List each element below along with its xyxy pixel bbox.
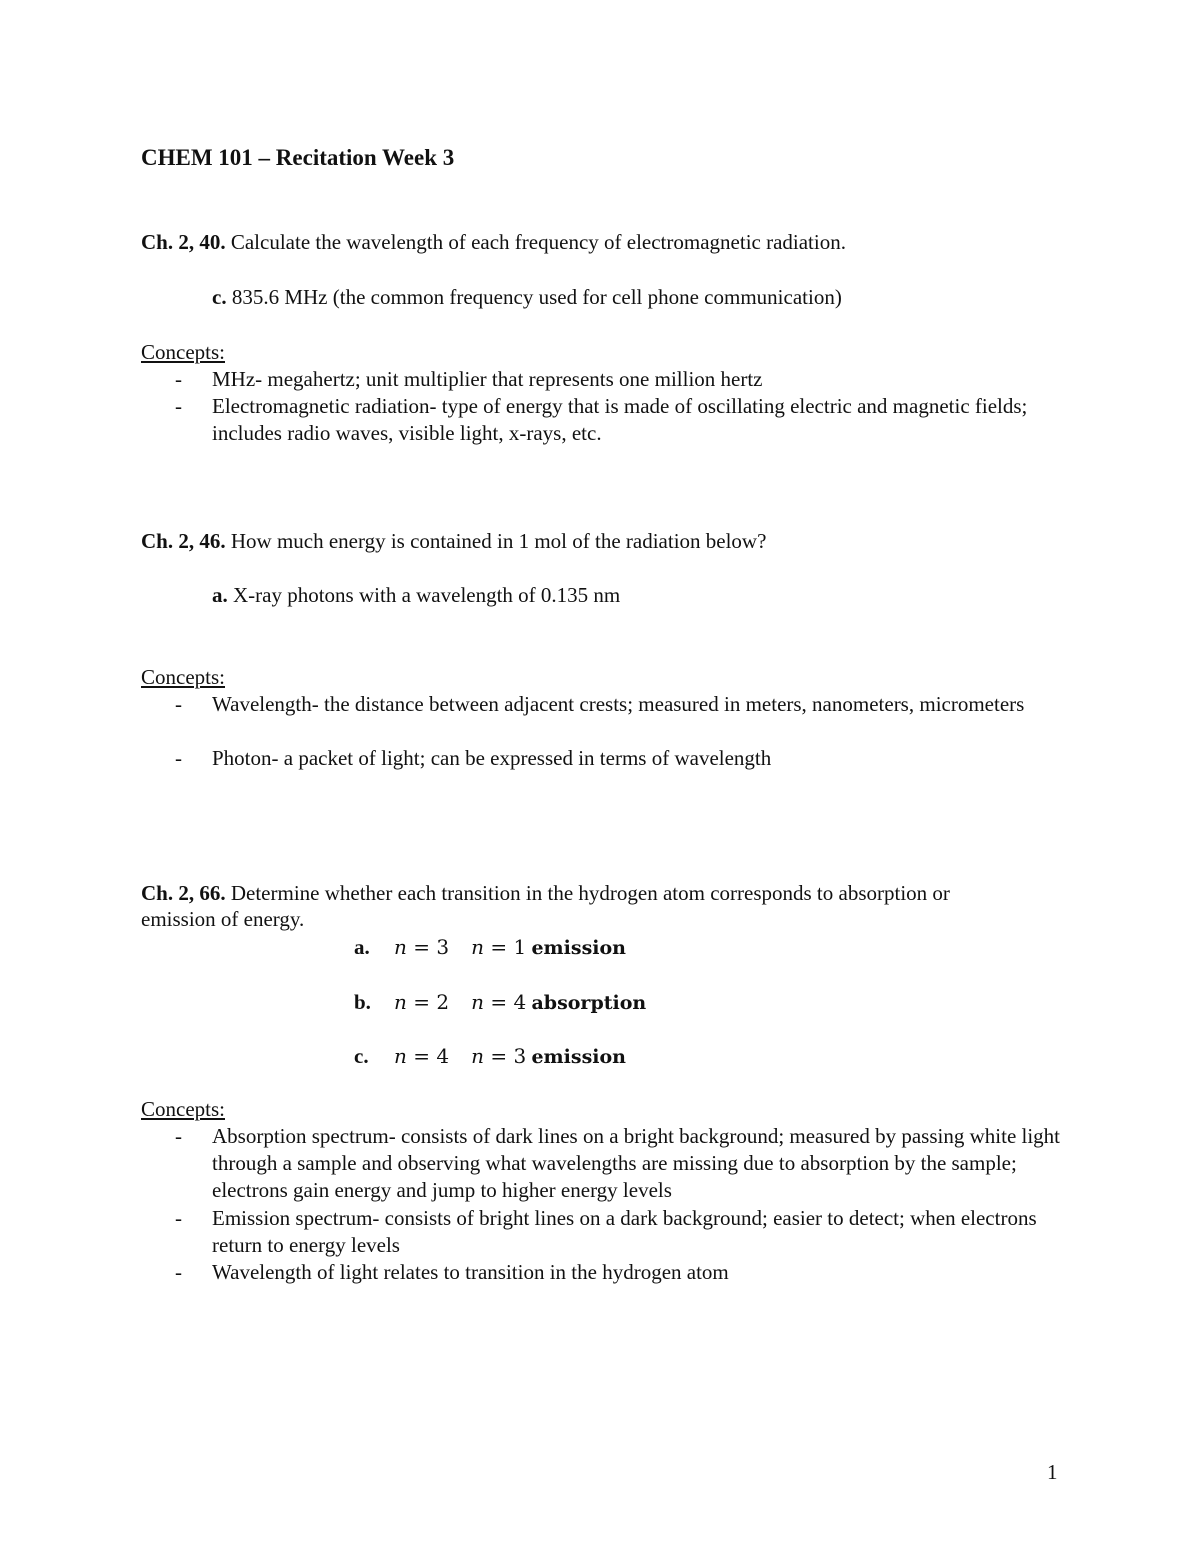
bullet-dash: - <box>175 394 182 418</box>
bullet-dash: - <box>175 1260 182 1284</box>
concept-text: Wavelength of light relates to transition in the hydrogen atom <box>212 1260 729 1284</box>
concepts-label: Concepts: <box>141 665 225 689</box>
concept-item <box>141 745 1071 772</box>
equals-sign: = <box>484 1044 514 1068</box>
question-text: How much energy is contained in 1 mol of the radiation below? <box>225 529 767 553</box>
n-to: 4 <box>513 990 527 1014</box>
transition-item <box>354 1044 626 1069</box>
page-number: 1 <box>1047 1460 1058 1484</box>
bullet-dash: - <box>175 1124 182 1148</box>
transition-label: a. <box>354 935 370 959</box>
transition-item <box>354 990 646 1015</box>
n-symbol: n <box>394 1044 407 1068</box>
equals-sign: = <box>484 990 514 1014</box>
part-label: a. <box>212 583 228 607</box>
question-text: Calculate the wavelength of each frequency of electromagnetic radiation. <box>225 230 846 254</box>
concept-item <box>141 366 1071 393</box>
part-text: 835.6 MHz (the common frequency used for cell phone communication) <box>226 285 842 309</box>
question-ch2-40 <box>141 230 846 255</box>
question-part <box>212 583 620 608</box>
concept-text: Absorption spectrum- consists of dark lines on a bright background; measured by passing white light through a sample and observing what wavelengths are missing due to absorption by the sample; electrons gain energy and jump to higher energy levels <box>212 1124 1061 1202</box>
n-from: 4 <box>436 1044 450 1068</box>
bullet-dash: - <box>175 692 182 716</box>
transition-label: b. <box>354 990 371 1014</box>
question-ch2-46 <box>141 529 766 554</box>
question-part <box>212 285 842 310</box>
concept-text: Wavelength- the distance between adjacent crests; measured in meters, nanometers, micrometers <box>212 692 1025 716</box>
n-from: 3 <box>436 935 450 959</box>
transition-result: absorption <box>531 992 647 1014</box>
concept-text: MHz- megahertz; unit multiplier that represents one million hertz <box>212 367 763 391</box>
concepts-label: Concepts: <box>141 1097 225 1121</box>
question-text: Determine whether each transition in the hydrogen atom corresponds to absorption or <box>225 881 950 905</box>
n-symbol: n <box>471 990 484 1014</box>
part-text: X-ray photons with a wavelength of 0.135 nm <box>227 583 621 607</box>
concept-item <box>141 393 1071 447</box>
concept-text: Electromagnetic radiation- type of energy that is made of oscillating electric and magnetic fields; includes radio waves, visible light, x-rays, etc. <box>212 394 1028 445</box>
n-symbol: n <box>471 1044 484 1068</box>
bullet-dash: - <box>175 367 182 391</box>
question-text-continued: emission of energy. <box>141 907 305 931</box>
n-from: 2 <box>436 990 450 1014</box>
page-title: CHEM 101 – Recitation Week 3 <box>141 145 455 170</box>
question-ch2-66 <box>141 881 950 906</box>
bullet-dash: - <box>175 1206 182 1230</box>
concept-text: Emission spectrum- consists of bright lines on a dark background; easier to detect; when electrons return to energy levels <box>212 1206 1037 1257</box>
equals-sign: = <box>406 990 437 1014</box>
concept-item <box>141 1123 1071 1204</box>
part-label: c. <box>212 285 227 309</box>
n-to: 3 <box>513 1044 527 1068</box>
transition-label: c. <box>354 1044 369 1068</box>
question-label: Ch. 2, 46. <box>141 529 226 553</box>
n-symbol: n <box>394 935 407 959</box>
concept-item <box>141 1259 1071 1286</box>
concept-text: Photon- a packet of light; can be expressed in terms of wavelength <box>212 746 772 770</box>
concept-item <box>141 691 1071 718</box>
bullet-dash: - <box>175 746 182 770</box>
question-label: Ch. 2, 40. <box>141 230 226 254</box>
equals-sign: = <box>406 935 437 959</box>
n-symbol: n <box>394 990 407 1014</box>
transition-result: emission <box>531 937 626 959</box>
transition-item <box>354 935 626 960</box>
transition-result: emission <box>531 1046 626 1068</box>
concept-item <box>141 1205 1071 1259</box>
equals-sign: = <box>484 935 514 959</box>
equals-sign: = <box>406 1044 437 1068</box>
concepts-label: Concepts: <box>141 340 225 364</box>
n-to: 1 <box>513 935 527 959</box>
question-label: Ch. 2, 66. <box>141 881 226 905</box>
n-symbol: n <box>471 935 484 959</box>
